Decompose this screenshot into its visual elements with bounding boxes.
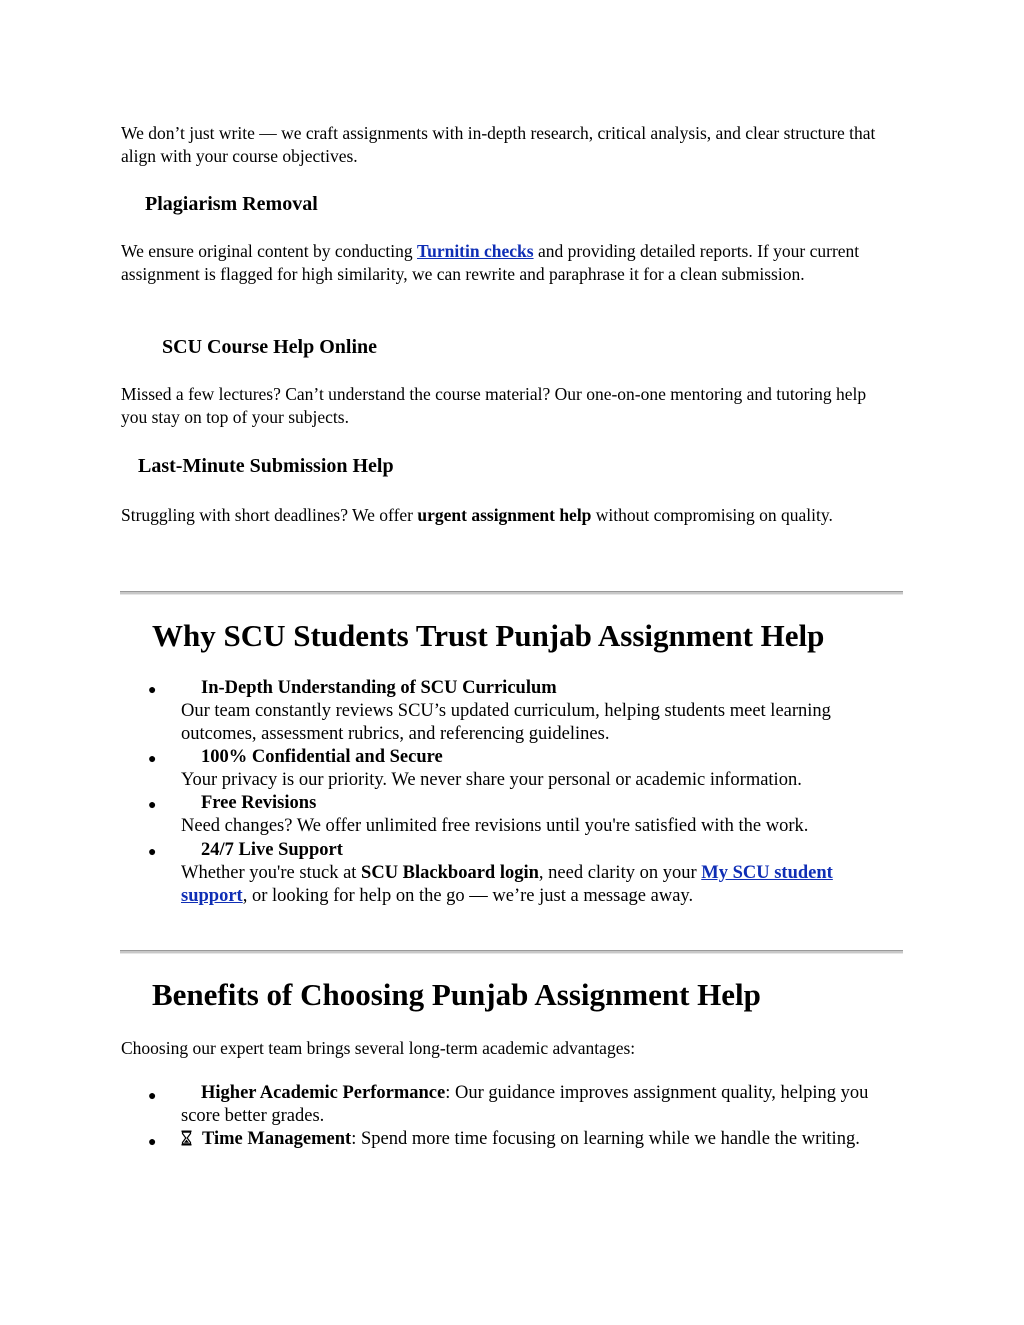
benefit-item-title: Higher Academic Performance: [201, 1083, 446, 1103]
urgent-help-bold: urgent assignment help: [417, 505, 592, 525]
why-trust-item-title: In-Depth Understanding of SCU Curriculum: [201, 678, 557, 698]
why-trust-item: [181, 839, 896, 908]
benefit-item: [181, 1082, 896, 1128]
why-trust-heading: Why SCU Students Trust Punjab Assignment Help: [152, 618, 825, 653]
support-text-before: Whether you're stuck at: [181, 863, 362, 883]
bullet-icon: ●: [148, 1089, 157, 1104]
blackboard-login-bold: SCU Blackboard login: [361, 863, 539, 883]
why-trust-item: [181, 792, 896, 838]
hourglass-icon: [181, 1130, 192, 1146]
why-trust-item: [181, 677, 896, 746]
benefit-item: [181, 1128, 896, 1151]
course-help-paragraph: Missed a few lectures? Can’t understand the course material? Our one-on-one mentoring and tutoring help you stay on top of your subjects.: [121, 384, 867, 427]
section-divider: [120, 591, 903, 595]
support-text-after: , or looking for help on the go — we’re just a message away.: [242, 886, 694, 906]
last-minute-paragraph: [121, 504, 896, 527]
intro-paragraph: We don’t just write — we craft assignments with in-depth research, critical analysis, and clear structure that align with your course objectives.: [121, 123, 876, 166]
why-trust-item: [181, 746, 896, 792]
plagiarism-text-before: We ensure original content by conducting: [121, 241, 418, 261]
turnitin-checks-link[interactable]: Turnitin checks: [417, 241, 534, 261]
why-trust-item-text: Your privacy is our priority. We never share your personal or academic information.: [181, 770, 802, 790]
bullet-icon: ●: [148, 1135, 157, 1150]
plagiarism-heading: Plagiarism Removal: [145, 193, 318, 215]
bullet-icon: ●: [148, 798, 157, 813]
why-trust-item-text: Our team constantly reviews SCU’s updated curriculum, helping students meet learning outcomes, assessment rubrics, and referencing guidelines.: [181, 701, 831, 744]
why-trust-item-title: 24/7 Live Support: [201, 840, 343, 860]
bullet-icon: ●: [148, 683, 157, 698]
last-minute-text-after: without compromising on quality.: [591, 505, 833, 525]
benefit-item-text: : Our guidance improves assignment quality, helping you score better grades.: [181, 1083, 869, 1126]
benefits-heading: Benefits of Choosing Punjab Assignment Help: [152, 977, 761, 1012]
bullet-icon: ●: [148, 752, 157, 767]
section-divider: [120, 950, 903, 954]
plagiarism-paragraph: [121, 240, 896, 286]
why-trust-item-title: 100% Confidential and Secure: [201, 747, 443, 767]
benefits-intro: Choosing our expert team brings several long-term academic advantages:: [121, 1038, 636, 1058]
why-trust-item-title: Free Revisions: [201, 793, 317, 813]
benefit-item-text: : Spend more time focusing on learning while we handle the writing.: [351, 1129, 860, 1149]
support-text-middle: , need clarity on your: [538, 863, 702, 883]
why-trust-item-text: Need changes? We offer unlimited free revisions until you're satisfied with the work.: [181, 816, 809, 836]
my-scu-student-support-link[interactable]: My SCU student support: [181, 863, 833, 906]
last-minute-text-before: Struggling with short deadlines? We offer: [121, 505, 418, 525]
bullet-icon: ●: [148, 845, 157, 860]
last-minute-heading: Last-Minute Submission Help: [138, 455, 394, 477]
course-help-heading: SCU Course Help Online: [162, 336, 378, 358]
plagiarism-text-after: and providing detailed reports. If your current assignment is flagged for high similarity, we can rewrite and paraphrase it for a clean submission.: [121, 241, 860, 284]
benefit-item-title: Time Management: [202, 1129, 352, 1149]
